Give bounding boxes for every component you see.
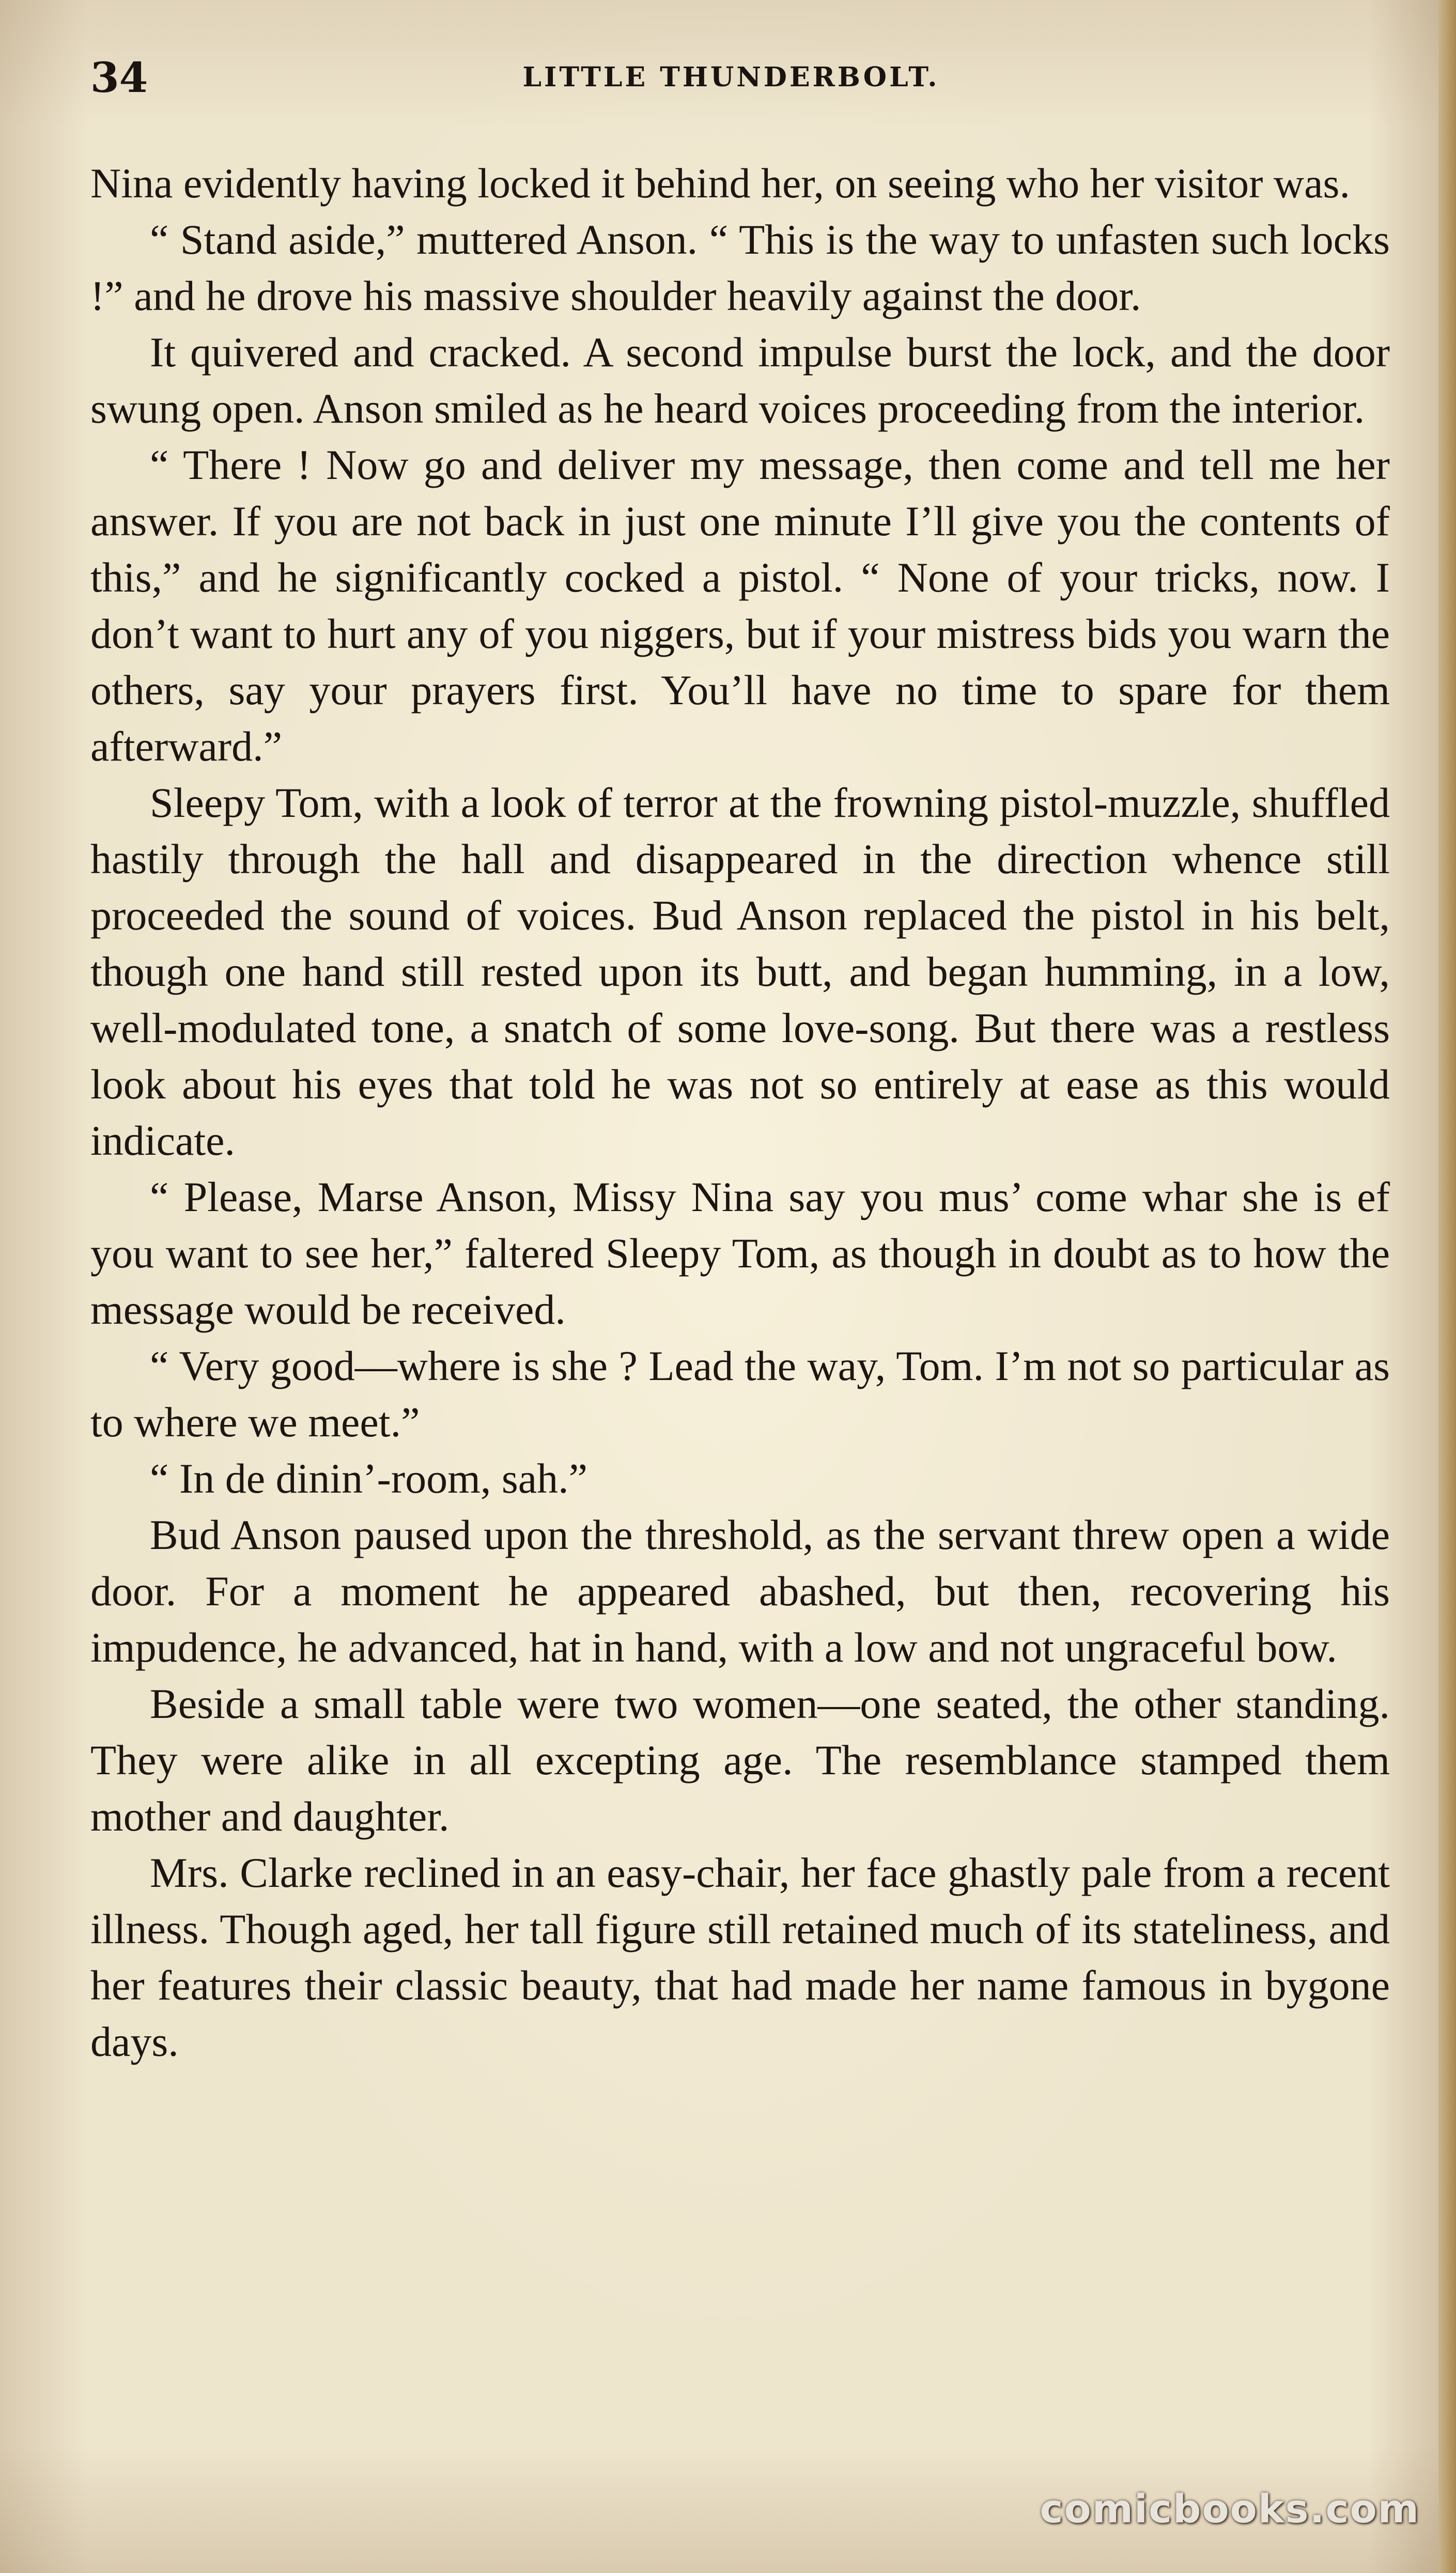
paragraph: Beside a small table were two women—one seated, the other standing. They were alike in all excepting age. The resemblance stamped them mother and daughter. [90, 1680, 1390, 1840]
paragraph: “ Please, Marse Anson, Missy Nina say you mus’ come whar she is ef you want to see her,” faltered Sleepy Tom, as though in doubt as to how the message would be received. [90, 1173, 1390, 1333]
paragraph: “ Very good—where is she ? Lead the way, Tom. I’m not so particular as to where we meet.” [90, 1342, 1390, 1446]
paragraph: It quivered and cracked. A second impulse burst the lock, and the door swung open. Anson smiled as he heard voices proceeding from the interior. [90, 329, 1390, 432]
page-edge [1438, 0, 1456, 2573]
paragraph: “ In de dinin’-room, sah.” [150, 1455, 588, 1502]
watermark: comicbooks.com [1040, 2486, 1420, 2532]
paragraph: “ Stand aside,” muttered Anson. “ This is the way to unfasten such locks !” and he drove his massive shoulder heavily against the door. [90, 216, 1390, 319]
page-header [90, 49, 1372, 106]
paragraph: Bud Anson paused upon the threshold, as the servant threw open a wide door. For a moment he appeared abashed, but then, recovering his impudence, he advanced, hat in hand, with a low and not ungraceful bow. [90, 1511, 1390, 1671]
paragraph: Mrs. Clarke reclined in an easy-chair, her face ghastly pale from a recent illness. Though aged, her tall figure still retained much of its stateliness, and her features their classic beauty, that had made her name famous in bygone days. [90, 1849, 1390, 2065]
paragraph: Nina evidently having locked it behind her, on seeing who her visitor was. [90, 160, 1350, 207]
running-head: LITTLE THUNDERBOLT. [522, 61, 940, 93]
paragraph: “ There ! Now go and deliver my message, then come and tell me her answer. If you are not back in just one minute I’ll give you the contents of this,” and he significantly cocked a pistol. “ None of your tricks, now. I don’t want to hurt any of you niggers, but if your mistress bids you warn the others, say your prayers first. You’ll have no time to spare for them afterward.” [90, 441, 1390, 770]
page-number: 34 [90, 53, 148, 102]
paragraph: Sleepy Tom, with a look of terror at the frowning pistol-muzzle, shuffled hastily through the hall and disappeared in the direction whence still proceeded the sound of voices. Bud Anson replaced the pistol in his belt, though one hand still rested upon its butt, and began humming, in a low, well-modulated tone, a snatch of some love-song. But there was a restless look about his eyes that told he was not so entirely at ease as this would indicate. [90, 779, 1390, 1164]
body-text [90, 155, 1390, 2070]
